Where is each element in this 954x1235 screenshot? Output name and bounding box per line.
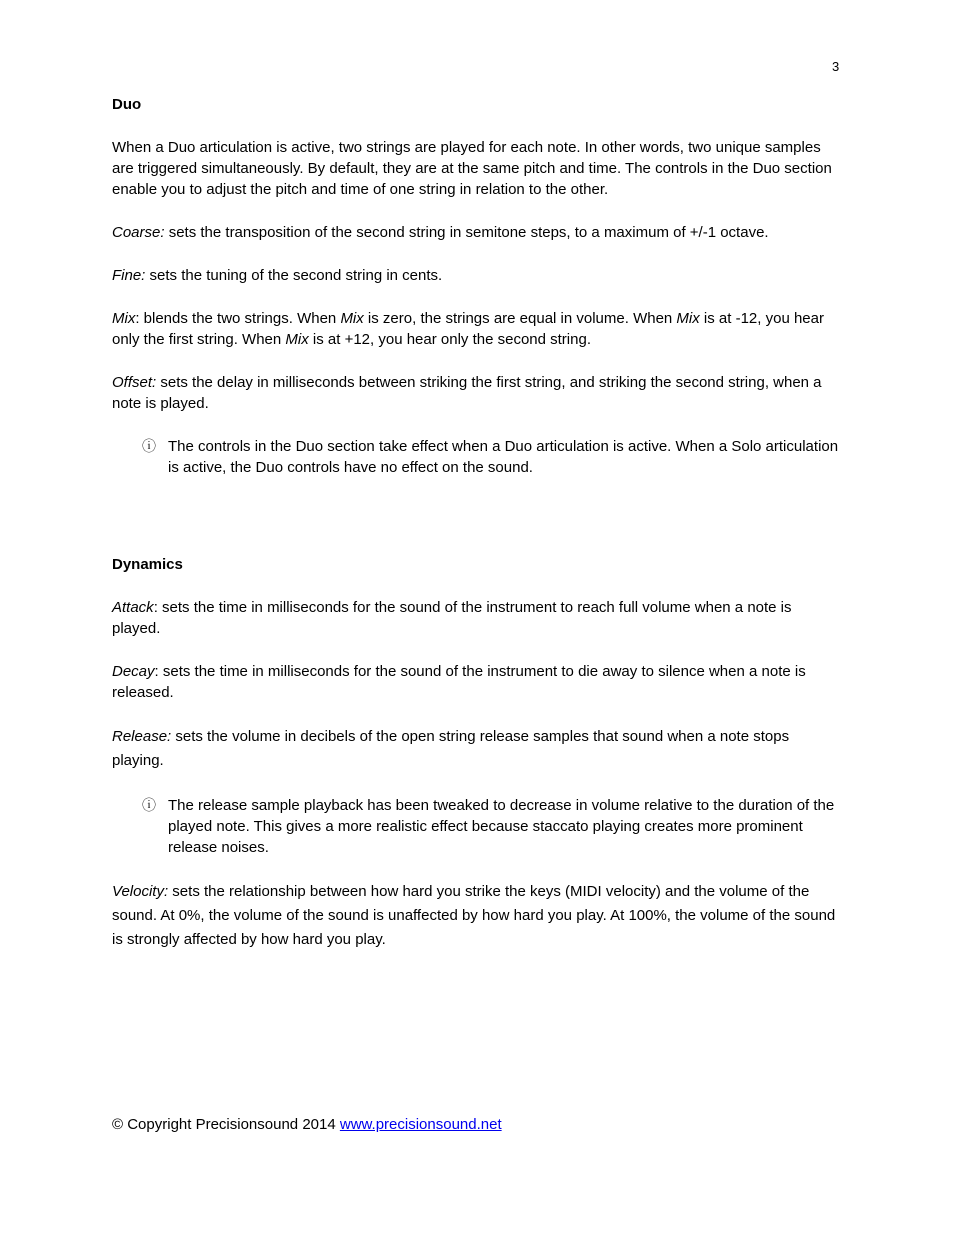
mix-term: Mix bbox=[112, 310, 136, 327]
decay-term: Decay bbox=[112, 663, 155, 680]
offset-term: Offset: bbox=[112, 374, 157, 391]
release-note-text: The release sample playback has been tweaked to decrease in volume relative to the duration of the played note. This gives a more realistic effect because staccato playing creates more prominent release noises. bbox=[168, 797, 835, 856]
mix-term-3: Mix bbox=[676, 310, 700, 327]
mix-term-2: Mix bbox=[340, 310, 364, 327]
coarse-description: sets the transposition of the second string in semitone steps, to a maximum of +/-1 octave. bbox=[164, 224, 769, 241]
mix-description-1: : blends the two strings. When bbox=[135, 310, 341, 327]
attack-term: Attack bbox=[112, 599, 154, 616]
decay-description: : sets the time in milliseconds for the sound of the instrument to die away to silence when a note is released. bbox=[112, 663, 806, 701]
attack-paragraph bbox=[112, 597, 842, 639]
decay-paragraph bbox=[112, 661, 842, 703]
coarse-paragraph bbox=[112, 222, 842, 243]
duo-info-note bbox=[142, 436, 842, 478]
footer bbox=[112, 1114, 502, 1135]
info-icon: ⓘ bbox=[142, 797, 156, 813]
attack-description: : sets the time in milliseconds for the sound of the instrument to reach full volume when a note is played. bbox=[112, 599, 792, 637]
mix-term-4: Mix bbox=[285, 331, 309, 348]
mix-paragraph bbox=[112, 308, 842, 350]
section-spacer bbox=[112, 500, 842, 554]
fine-term: Fine: bbox=[112, 267, 146, 284]
info-icon: ⓘ bbox=[142, 438, 156, 454]
section-heading-duo: Duo bbox=[112, 96, 142, 113]
release-paragraph bbox=[112, 725, 842, 773]
document-body bbox=[112, 94, 842, 974]
offset-paragraph bbox=[112, 372, 842, 414]
offset-description: sets the delay in milliseconds between striking the first string, and striking the second string, when a note is played. bbox=[112, 374, 822, 412]
velocity-term: Velocity: bbox=[112, 883, 169, 900]
duo-note-text: The controls in the Duo section take effect when a Duo articulation is active. When a Solo articulation is active, the Duo controls have no effect on the sound. bbox=[168, 438, 839, 476]
page-number: 3 bbox=[832, 59, 840, 74]
mix-description-2: is zero, the strings are equal in volume. When bbox=[363, 310, 677, 327]
velocity-description: sets the relationship between how hard you strike the keys (MIDI velocity) and the volume of the sound. At 0%, the volume of the sound is unaffected by how hard you play. At 100%, the volume of the sound is strongly affected by how hard you play. bbox=[112, 883, 836, 948]
mix-description-4: is at +12, you hear only the second string. bbox=[308, 331, 591, 348]
coarse-term: Coarse: bbox=[112, 224, 165, 241]
fine-description: sets the tuning of the second string in cents. bbox=[145, 267, 443, 284]
duo-intro-paragraph: When a Duo articulation is active, two strings are played for each note. In other words, two unique samples are triggered simultaneously. By default, they are at the same pitch and time. The controls in the Duo section enable you to adjust the pitch and time of one string in relation to the other. bbox=[112, 139, 832, 198]
fine-paragraph bbox=[112, 265, 842, 286]
release-info-note bbox=[142, 795, 842, 858]
mix-description-3: is at -12, you hear only the first string. When bbox=[112, 310, 824, 348]
release-term: Release: bbox=[112, 728, 172, 745]
copyright-text: © Copyright Precisionsound 2014 bbox=[112, 1116, 340, 1133]
release-description: sets the volume in decibels of the open string release samples that sound when a note stops playing. bbox=[112, 728, 790, 769]
website-link[interactable]: www.precisionsound.net bbox=[339, 1116, 502, 1133]
section-heading-dynamics: Dynamics bbox=[112, 556, 183, 573]
velocity-paragraph bbox=[112, 880, 842, 952]
